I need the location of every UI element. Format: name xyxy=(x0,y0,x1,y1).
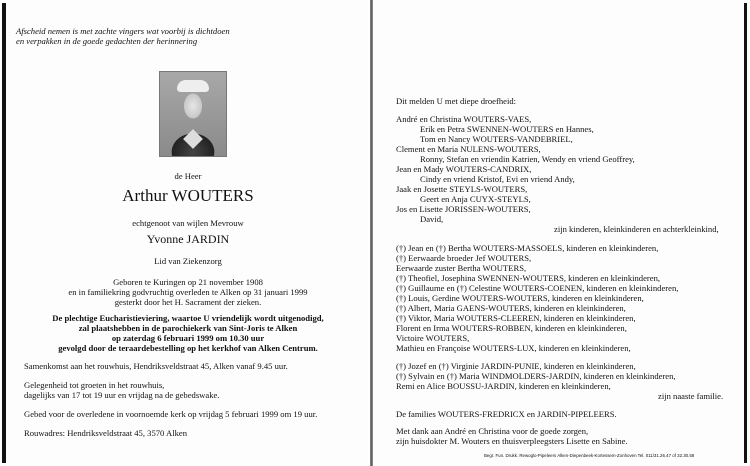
sacrament-line: gesterkt door het H. Sacrament der zieken. xyxy=(114,297,262,307)
intro-line-1: Afscheid nemen is met zachte vingers wat voorbij is dichtdoen xyxy=(16,26,230,36)
sibling-line: Florent en Irma WOUTERS-ROBBEN, kinderen en kleinkinderen, xyxy=(396,323,627,333)
gathering-text: Samenkomst aan het rouwhuis, Hendriksveldstraat 45, Alken vanaf 9.45 uur. xyxy=(24,361,288,371)
sibling-line: (†) Louis, Gerdine WOUTERS-WOUTERS, kinderen en kleinkinderen, xyxy=(396,293,644,303)
thanks-line-2: zijn huisdokter M. Wouters en thuisverpleegsters Lisette en Sabine. xyxy=(396,436,628,446)
grandchild-line: Cindy en vriend Kristof, Evi en vriend Andy, xyxy=(420,174,575,184)
sibling-line: (†) Viktor, Maria WOUTERS-CLEEREN, kinderen en kleinkinderen, xyxy=(396,313,636,323)
sibling-line: (†) Theofiel, Josephina SWENNEN-WOUTERS, kinderen en kleinkinderen, xyxy=(396,273,661,283)
right-edge-border xyxy=(744,3,747,463)
in-law-line: (†) Sylvain en (†) Maria WINDMOLDERS-JARDIN, kinderen en kleinkinderen, xyxy=(396,371,676,381)
left-page xyxy=(8,0,368,466)
greeting-line-2: dagelijks van 17 tot 19 uur en vrijdag na de gebedswake. xyxy=(24,390,220,400)
spouse-name: Yvonne JARDIN xyxy=(146,232,230,246)
grandchild-line: Erik en Petra SWENNEN-WOUTERS en Hannes, xyxy=(420,124,594,134)
in-law-line: Remi en Alice BOUSSU-JARDIN, kinderen en kleinkinderen, xyxy=(396,381,611,391)
announcement-heading: Dit melden U met diepe droefheid: xyxy=(396,96,517,106)
funeral-line-4: gevolgd door de teraardebestelling op het kerkhof van Alken Centrum. xyxy=(58,343,318,353)
child-line: Jaak en Josette STEYLS-WOUTERS, xyxy=(396,184,528,194)
membership: Lid van Ziekenzorg xyxy=(154,256,222,266)
sibling-line: (†) Guillaume en (†) Celestine WOUTERS-COENEN, kinderen en kleinkinderen, xyxy=(396,283,679,293)
sibling-line: Mathieu en Françoise WOUTERS-LUX, kinderen en kleinkinderen, xyxy=(396,343,631,353)
sibling-line: Eerwaarde zuster Bertha WOUTERS, xyxy=(396,263,527,273)
portrait-collar xyxy=(183,129,203,149)
grandchild-line: David, xyxy=(420,214,444,224)
birth-line: Geboren te Kuringen op 21 november 1908 xyxy=(113,277,263,287)
in-law-line: (†) Jozef en (†) Virginie JARDIN-PUNIE, kinderen en kleinkinderen, xyxy=(396,361,636,371)
family-suffix: zijn naaste familie. xyxy=(658,391,724,401)
sibling-line: (†) Jean en (†) Bertha WOUTERS-MASSOELS, kinderen en kleinkinderen, xyxy=(396,243,659,253)
left-edge-border xyxy=(2,3,6,463)
funeral-line-3: op zaterdag 6 februari 1999 om 10.30 uur xyxy=(111,333,265,343)
thanks-line-1: Met dank aan André en Christina voor de goede zorgen, xyxy=(396,426,589,436)
child-line: André en Christina WOUTERS-VAES, xyxy=(396,114,532,124)
grandchild-line: Tom en Nancy WOUTERS-VANDEBRIEL, xyxy=(420,134,573,144)
child-line: Jean en Mady WOUTERS-CANDRIX, xyxy=(396,164,532,174)
portrait-hair xyxy=(177,80,209,92)
deceased-name: Arthur WOUTERS xyxy=(122,186,254,205)
child-line: Clement en Maria NULENS-WOUTERS, xyxy=(396,144,541,154)
portrait-photo xyxy=(159,71,227,157)
grandchild-line: Ronny, Stefan en vriendin Katrien, Wendy en vriend Geoffrey, xyxy=(420,154,635,164)
funeral-line-2: zal plaatshebben in de parochiekerk van Sint-Joris te Alken xyxy=(78,323,298,333)
death-line: en in familiekring godvruchtig overleden te Alken op 31 januari 1999 xyxy=(68,287,308,297)
funeral-line-1: De plechtige Eucharistieviering, waartoe U vriendelijk wordt uitgenodigd, xyxy=(52,313,324,323)
prayer-text: Gebed voor de overledene in voornoemde kerk op vrijdag 5 februari 1999 om 19 uur. xyxy=(24,409,318,419)
card-fold xyxy=(370,0,373,466)
greeting-line-1: Gelegenheid tot groeten in het rouwhuis, xyxy=(24,380,165,390)
families-line: De families WOUTERS-FREDRICX en JARDIN-PIPELEERS. xyxy=(396,409,617,419)
de-heer-label: de Heer xyxy=(174,171,202,181)
sibling-line: (†) Eerwaarde broeder Jef WOUTERS, xyxy=(396,253,532,263)
spouse-label: echtgenoot van wijlen Mevrouw xyxy=(132,218,244,228)
sibling-line: (†) Albert, Maria GAENS-WOUTERS, kinderen en kleinkinderen, xyxy=(396,303,626,313)
child-line: Jos en Lisette JORISSEN-WOUTERS, xyxy=(396,204,531,214)
grandchild-line: Geert en Anja CUYX-STEYLS, xyxy=(420,194,531,204)
children-suffix: zijn kinderen, kleinkinderen en achterkleinkind, xyxy=(554,224,719,234)
mourning-address: Rouwadres: Hendriksveldstraat 45, 3570 Alken xyxy=(24,428,188,438)
intro-line-2: en verpakken in de goede gedachten der herinnering xyxy=(16,36,198,46)
right-page xyxy=(376,0,742,466)
printer-footer: Begr. Fun. Drukk. Rewoglo-Pipeleers Alken-Diepenbeek-Kortessem-Zonhoven Tel. 011/31.26.47 of 32.30.58 xyxy=(484,453,695,458)
sibling-line: Victoire WOUTERS, xyxy=(396,333,470,343)
